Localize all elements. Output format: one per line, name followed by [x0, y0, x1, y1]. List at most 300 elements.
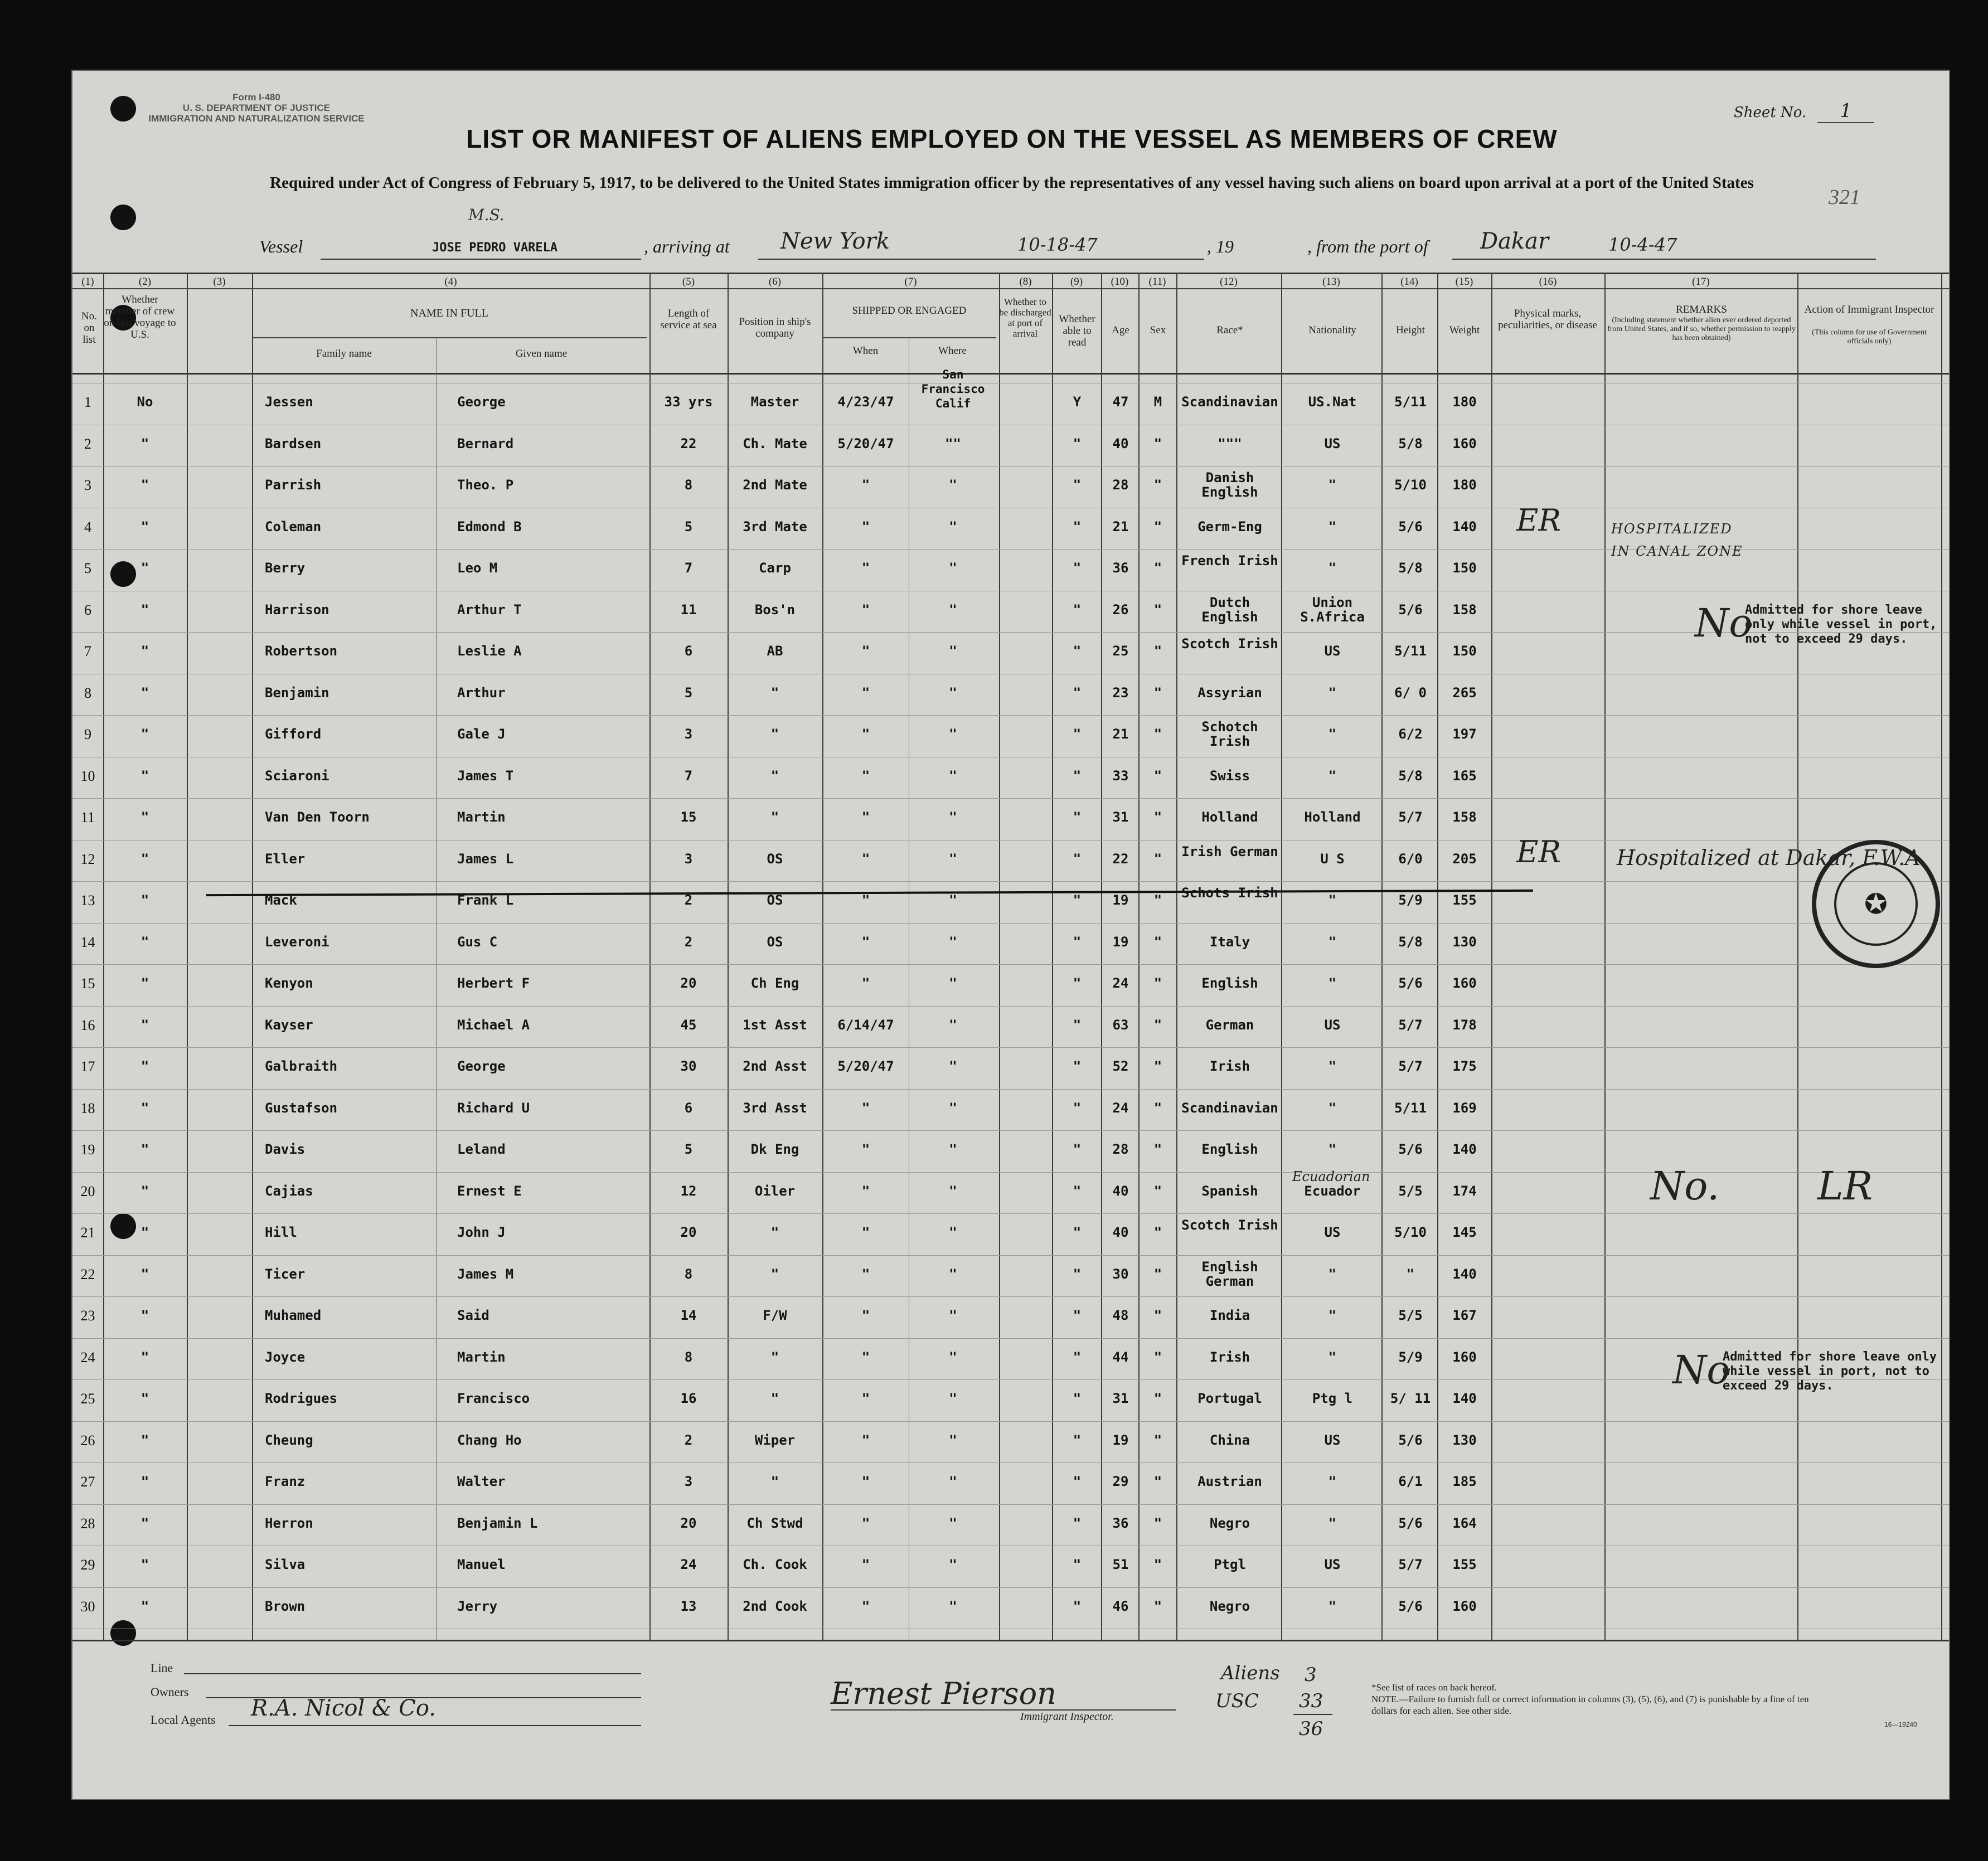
column-rule	[187, 273, 188, 1641]
family-name: Joyce	[265, 1349, 306, 1365]
height: 5/ 11	[1390, 1391, 1431, 1406]
action-no-3: No.	[1650, 1163, 1720, 1209]
position: OS	[767, 892, 783, 908]
shipped-where: "	[949, 601, 957, 618]
row-rule	[72, 1089, 1950, 1090]
shipped-when: "	[861, 560, 870, 576]
race: India	[1209, 1308, 1250, 1323]
shipped-sub-rule	[822, 337, 996, 338]
prev-voyage: "	[140, 1349, 149, 1365]
prev-voyage: "	[140, 851, 149, 867]
column-number: (10)	[1111, 276, 1129, 288]
family-name: Berry	[265, 560, 306, 576]
race: Danish English	[1201, 470, 1258, 500]
shipped-where: "	[949, 1474, 957, 1489]
row-number: 19	[80, 1141, 95, 1158]
position: 3rd Asst	[743, 1100, 807, 1116]
able-to-read: "	[1073, 1266, 1082, 1282]
column-number: (11)	[1148, 276, 1166, 288]
weight: 265	[1452, 684, 1477, 701]
given-name: George	[457, 394, 506, 410]
given-name: Leslie A	[457, 643, 522, 659]
prev-voyage: "	[140, 477, 149, 493]
colnum-rule	[72, 288, 1950, 289]
column-number: (16)	[1539, 276, 1557, 288]
weight: 164	[1452, 1515, 1477, 1531]
tally-usc-value: 33	[1299, 1690, 1323, 1712]
table-top-rule	[72, 273, 1950, 274]
age: 28	[1112, 1141, 1129, 1157]
header-no: No. on list	[81, 310, 97, 346]
given-name: Herbert F	[457, 975, 530, 991]
nationality: US	[1324, 643, 1341, 659]
race: English	[1201, 1141, 1258, 1157]
nationality: "	[1328, 1515, 1337, 1531]
race: Irish	[1209, 1058, 1250, 1074]
sex: "	[1153, 1266, 1162, 1282]
service-length: 2	[684, 1432, 693, 1448]
shipped-when: "	[861, 1391, 870, 1406]
race: Scandinavian	[1181, 1100, 1278, 1116]
race: Negro	[1209, 1598, 1250, 1614]
weight: 155	[1452, 892, 1477, 908]
sex: "	[1153, 1515, 1162, 1531]
service-length: 8	[684, 1349, 693, 1365]
age: 36	[1112, 1515, 1129, 1531]
service-length: 6	[684, 643, 693, 659]
sex: "	[1153, 1391, 1162, 1406]
given-name: Ernest E	[457, 1183, 522, 1199]
given-name: Said	[457, 1308, 489, 1323]
tally-rule	[1293, 1714, 1332, 1715]
row-number: 9	[84, 726, 91, 742]
service-length: 16	[680, 1391, 697, 1406]
race: """	[1218, 435, 1242, 451]
height: 5/6	[1398, 1141, 1423, 1157]
weight: 160	[1452, 1349, 1477, 1365]
shipped-when: "	[861, 767, 870, 784]
height: 5/6	[1398, 518, 1423, 535]
position: "	[770, 767, 779, 784]
from-port-label: , from the port of	[1307, 236, 1428, 256]
weight: 160	[1452, 1598, 1477, 1614]
race: Swiss	[1209, 767, 1250, 784]
family-name: Parrish	[265, 477, 322, 493]
shipped-when: 4/23/47	[837, 394, 894, 410]
header-shipped-when: When	[852, 345, 879, 357]
column-rule	[1176, 273, 1177, 1641]
shipped-when: 6/14/47	[837, 1017, 894, 1033]
header-nationality: Nationality	[1308, 324, 1356, 336]
family-name: Cajias	[265, 1183, 313, 1199]
row-number: 10	[80, 767, 95, 784]
nationality: "	[1328, 1058, 1337, 1074]
row-rule	[72, 798, 1950, 799]
age: 36	[1112, 560, 1129, 576]
shipped-where: "	[949, 1432, 957, 1448]
sex: "	[1153, 601, 1162, 618]
position: Bos'n	[754, 601, 796, 618]
row-rule	[72, 1213, 1950, 1214]
column-number: (1)	[81, 276, 94, 288]
shipped-when: "	[861, 1100, 870, 1116]
service-length: 8	[684, 477, 693, 493]
shipped-where: "	[949, 477, 957, 493]
row-number: 7	[84, 643, 91, 659]
given-name: Chang Ho	[457, 1432, 522, 1448]
row-12-physical-marks: ER	[1516, 834, 1562, 869]
family-name: Gifford	[265, 726, 322, 742]
nationality: "	[1328, 1474, 1337, 1489]
race: Italy	[1209, 934, 1250, 950]
sex: "	[1153, 1017, 1162, 1033]
shipped-when: "	[861, 1183, 870, 1199]
row-number: 17	[80, 1058, 95, 1075]
weight: 140	[1452, 518, 1477, 535]
position: Wiper	[754, 1432, 796, 1448]
shipped-when: "	[861, 1432, 870, 1448]
given-name: Martin	[457, 1349, 506, 1365]
tally-aliens-value: 3	[1305, 1664, 1317, 1686]
punch-hole	[110, 96, 136, 122]
service-length: 14	[680, 1308, 697, 1323]
position: "	[770, 1266, 779, 1282]
able-to-read: "	[1073, 477, 1082, 493]
table-bottom-rule	[72, 1640, 1950, 1641]
position: Carp	[759, 560, 791, 576]
shipped-when: "	[861, 1266, 870, 1282]
able-to-read: "	[1073, 1474, 1082, 1489]
weight: 205	[1452, 851, 1477, 867]
sex: "	[1153, 975, 1162, 991]
from-port: Dakar	[1480, 229, 1549, 254]
family-name: Galbraith	[265, 1058, 338, 1074]
given-name: James M	[457, 1266, 514, 1282]
height: 6/1	[1398, 1474, 1423, 1489]
race: Scandinavian	[1181, 394, 1278, 410]
sex: "	[1153, 1432, 1162, 1448]
nationality: US	[1324, 1557, 1341, 1572]
able-to-read: "	[1073, 892, 1082, 908]
shipped-when: "	[861, 851, 870, 867]
shipped-where: "	[949, 851, 957, 867]
shipped-where: San Francisco Calif	[921, 368, 985, 410]
shipped-where: ""	[945, 435, 961, 451]
age: 30	[1112, 1266, 1129, 1282]
height: 5/10	[1394, 1225, 1427, 1240]
family-name: Hill	[265, 1225, 297, 1240]
nationality: "	[1328, 1308, 1337, 1323]
vessel-name: JOSE PEDRO VARELA	[432, 241, 558, 255]
column-number: (9)	[1070, 276, 1083, 288]
row-number: 5	[84, 560, 91, 576]
race: Germ-Eng	[1197, 518, 1262, 535]
race: Portugal	[1197, 1391, 1262, 1406]
row-4-remark-line-2: IN CANAL ZONE	[1611, 543, 1743, 559]
header-discharged: Whether to be discharged at port of arrival	[999, 297, 1051, 339]
service-length: 3	[684, 1474, 693, 1489]
height: 5/6	[1398, 1432, 1423, 1448]
prev-voyage: "	[140, 892, 149, 908]
nationality: "	[1328, 892, 1337, 908]
shipped-where: "	[949, 1391, 957, 1406]
column-rule	[728, 273, 729, 1641]
shipped-where: "	[949, 1183, 957, 1199]
row-rule	[72, 1338, 1950, 1339]
nationality: "	[1328, 1598, 1337, 1614]
family-name: Van Den Toorn	[265, 809, 370, 825]
row-number: 12	[80, 851, 95, 867]
given-name: Jerry	[457, 1598, 498, 1614]
age: 48	[1112, 1308, 1129, 1323]
able-to-read: "	[1073, 1058, 1082, 1074]
prev-voyage: "	[140, 518, 149, 535]
shipped-where: "	[949, 1515, 957, 1531]
age: 24	[1112, 975, 1129, 991]
height: 5/10	[1394, 477, 1427, 493]
row-rule	[72, 1047, 1950, 1048]
service-length: 33 yrs	[664, 394, 713, 410]
weight: 197	[1452, 726, 1477, 742]
nationality: Ecuador	[1304, 1183, 1361, 1199]
footnote: *See list of races on back hereof. NOTE.—Failure to furnish full or correct information in columns (3), (5), (6), and (7) is punishable by a fine of ten dollars for each alien. See other side.	[1371, 1682, 1809, 1716]
column-number: (6)	[768, 276, 782, 288]
prev-voyage: "	[140, 1141, 149, 1157]
nationality: "	[1328, 934, 1337, 950]
family-name: Gustafson	[265, 1100, 338, 1116]
family-name: Brown	[265, 1598, 306, 1614]
row-rule	[72, 466, 1950, 467]
shipped-when: "	[861, 1141, 870, 1157]
weight: 140	[1452, 1141, 1477, 1157]
header-given-name: Given name	[515, 348, 568, 359]
height: 5/7	[1398, 1058, 1423, 1074]
height: 5/11	[1394, 394, 1427, 410]
height: 5/7	[1398, 1557, 1423, 1572]
agents-field	[229, 1725, 641, 1726]
family-name: Cheung	[265, 1432, 313, 1448]
weight: 158	[1452, 601, 1477, 618]
able-to-read: "	[1073, 1100, 1082, 1116]
year-label: , 19	[1207, 236, 1234, 256]
height: "	[1406, 1266, 1415, 1282]
race: Dutch English	[1201, 594, 1258, 625]
height: 6/ 0	[1394, 684, 1427, 701]
age: 46	[1112, 1598, 1129, 1614]
family-name: Bardsen	[265, 435, 322, 451]
header-service: Length of service at sea	[660, 308, 717, 331]
height: 5/6	[1398, 975, 1423, 991]
header-position: Position in ship's company	[739, 316, 811, 339]
height: 5/11	[1394, 1100, 1427, 1116]
sex: M	[1153, 394, 1162, 410]
print-code: 16—19240	[1884, 1721, 1917, 1728]
column-rule	[999, 273, 1000, 1641]
given-name: Arthur	[457, 684, 506, 701]
eagle-icon: ✪	[1834, 862, 1918, 946]
family-name: Kenyon	[265, 975, 313, 991]
sex: "	[1153, 1474, 1162, 1489]
row-number: 15	[80, 975, 95, 992]
header-read: Whether able to read	[1059, 313, 1095, 348]
position: 2nd Mate	[743, 477, 807, 493]
shipped-when: "	[861, 684, 870, 701]
given-name: Michael A	[457, 1017, 530, 1033]
service-length: 7	[684, 767, 693, 784]
column-number: (13)	[1322, 276, 1340, 288]
prev-voyage: "	[140, 1100, 149, 1116]
arriving-port: New York	[780, 229, 890, 254]
service-length: 20	[680, 975, 697, 991]
row-rule	[72, 1462, 1950, 1463]
nationality: U S	[1320, 851, 1345, 867]
age: 19	[1112, 1432, 1129, 1448]
nationality: "	[1328, 518, 1337, 535]
row-number: 1	[84, 394, 91, 410]
age: 44	[1112, 1349, 1129, 1365]
able-to-read: "	[1073, 1225, 1082, 1240]
age: 21	[1112, 518, 1129, 535]
prev-voyage: "	[140, 1515, 149, 1531]
prev-voyage: No	[137, 394, 153, 410]
nationality: "	[1328, 1141, 1337, 1157]
height: 5/11	[1394, 643, 1427, 659]
shipped-when: "	[861, 477, 870, 493]
column-number: (3)	[213, 276, 226, 288]
shore-leave-note-2: Admitted for shore leave only while vessel in port, not to exceed 29 days.	[1723, 1350, 1937, 1393]
family-name: Mack	[265, 892, 297, 908]
shipped-where: "	[949, 1017, 957, 1033]
given-name: Walter	[457, 1474, 506, 1489]
age: 52	[1112, 1058, 1129, 1074]
weight: 165	[1452, 767, 1477, 784]
row-number: 6	[84, 601, 91, 618]
nationality: US	[1324, 1225, 1341, 1240]
shipped-when: 5/20/47	[837, 435, 894, 451]
row-rule	[72, 1504, 1950, 1505]
column-number: (14)	[1400, 276, 1418, 288]
prev-voyage: "	[140, 1058, 149, 1074]
given-name: Leo M	[457, 560, 498, 576]
shipped-when: "	[861, 1349, 870, 1365]
row-number: 30	[80, 1598, 95, 1615]
weight: 175	[1452, 1058, 1477, 1074]
stamp-number: 321	[1829, 186, 1860, 209]
row-number: 23	[80, 1308, 95, 1324]
prev-voyage: "	[140, 601, 149, 618]
given-name: Edmond B	[457, 518, 522, 535]
column-rule	[1101, 273, 1102, 1641]
prev-voyage: "	[140, 934, 149, 950]
column-number: (15)	[1455, 276, 1473, 288]
service-length: 5	[684, 1141, 693, 1157]
row-rule	[72, 1006, 1950, 1007]
row-number: 2	[84, 435, 91, 452]
row-rule	[72, 964, 1950, 965]
column-number: (12)	[1220, 276, 1238, 288]
weight: 130	[1452, 934, 1477, 950]
age: 29	[1112, 1474, 1129, 1489]
row-rule	[72, 881, 1950, 882]
weight: 160	[1452, 975, 1477, 991]
shipped-where: "	[949, 684, 957, 701]
race: Scotch Irish	[1181, 636, 1278, 652]
form-subtitle: Required under Act of Congress of February 5, 1917, to be delivered to the United States immigration officer by the representatives of any vessel having such aliens on board upon arrival at a port of the United States	[270, 174, 1754, 192]
position: 1st Asst	[743, 1017, 807, 1033]
position: Ch Eng	[750, 975, 799, 991]
nationality: "	[1328, 560, 1337, 576]
race: Schotch Irish	[1201, 719, 1258, 749]
age: 40	[1112, 1225, 1129, 1240]
able-to-read: Y	[1073, 394, 1082, 410]
shore-leave-note-1: Admitted for shore leave only while vessel in port, not to exceed 29 days.	[1745, 603, 1937, 646]
row-rule	[72, 1296, 1950, 1297]
shipped-where: "	[949, 1349, 957, 1365]
height: 5/9	[1398, 892, 1423, 908]
tally-usc-label: USC	[1215, 1690, 1259, 1712]
able-to-read: "	[1073, 1349, 1082, 1365]
given-name: James L	[457, 851, 514, 867]
weight: 150	[1452, 560, 1477, 576]
row-number: 11	[80, 809, 95, 825]
service-length: 5	[684, 684, 693, 701]
departure-date: 10-4-47	[1608, 234, 1677, 255]
header-weight: Weight	[1449, 324, 1480, 336]
nationality: Union S.Africa	[1300, 594, 1365, 625]
service-length: 12	[680, 1183, 697, 1199]
header-age: Age	[1112, 324, 1129, 336]
service-length: 2	[684, 892, 693, 908]
column-rule	[1941, 273, 1942, 1641]
height: 5/5	[1398, 1183, 1423, 1199]
given-name: Gus C	[457, 934, 498, 950]
header-name: NAME IN FULL	[410, 307, 488, 319]
position: OS	[767, 851, 783, 867]
service-length: 20	[680, 1515, 697, 1531]
line-label: Line	[151, 1661, 173, 1675]
column-rule	[1797, 273, 1798, 1641]
column-rule	[822, 273, 823, 1641]
prev-voyage: "	[140, 1183, 149, 1199]
height: 5/6	[1398, 1515, 1423, 1531]
column-rule	[649, 273, 651, 1641]
position: "	[770, 809, 779, 825]
prev-voyage: "	[140, 1017, 149, 1033]
sex: "	[1153, 1349, 1162, 1365]
agents-label: Local Agents	[151, 1713, 216, 1727]
family-name: Davis	[265, 1141, 306, 1157]
sex: "	[1153, 1141, 1162, 1157]
able-to-read: "	[1073, 1515, 1082, 1531]
sex: "	[1153, 518, 1162, 535]
shipped-when: "	[861, 1557, 870, 1572]
shipped-when: "	[861, 643, 870, 659]
vessel-label: Vessel	[259, 236, 303, 256]
row-rule	[72, 1421, 1950, 1422]
column-rule	[1381, 273, 1383, 1641]
shipped-where: "	[949, 1141, 957, 1157]
age: 28	[1112, 477, 1129, 493]
row-rule	[72, 1130, 1950, 1131]
age: 31	[1112, 809, 1129, 825]
row-4-remark-line-1: HOSPITALIZED	[1611, 521, 1733, 537]
row-rule	[72, 1587, 1950, 1588]
nationality: Ptg l	[1312, 1391, 1353, 1406]
prev-voyage: "	[140, 643, 149, 659]
position: 2nd Cook	[743, 1598, 807, 1614]
height: 6/0	[1398, 851, 1423, 867]
row-number: 16	[80, 1017, 95, 1033]
